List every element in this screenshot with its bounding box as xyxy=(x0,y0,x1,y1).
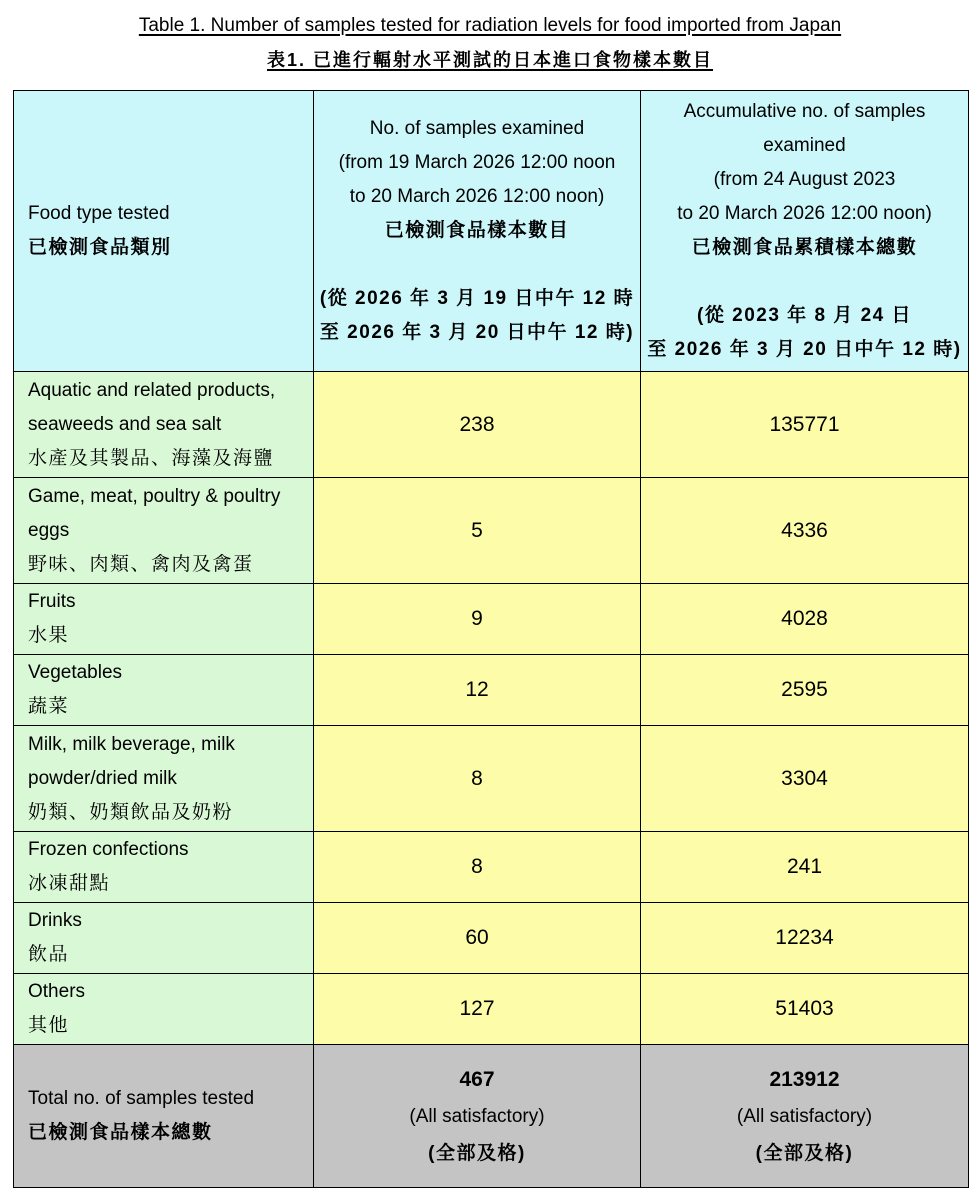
title-chinese: 表1. 已進行輻射水平測試的日本進口食物樣本數目 xyxy=(266,50,713,70)
header-row xyxy=(14,91,969,372)
table-row xyxy=(14,655,969,726)
accumulative-count-cell: 4028 xyxy=(641,584,969,655)
accumulative-count-cell: 135771 xyxy=(641,372,969,478)
period-count-cell: 5 xyxy=(314,478,641,584)
food-type-cell: Fruits 水果 xyxy=(14,584,314,655)
period-count-cell: 238 xyxy=(314,372,641,478)
title-english: Table 1. Number of samples tested for radiation levels for food imported from Japan xyxy=(138,15,842,36)
period-count-cell: 12 xyxy=(314,655,641,726)
accumulative-count-cell: 241 xyxy=(641,832,969,903)
food-type-cell: Others 其他 xyxy=(14,974,314,1045)
header-accumulative-samples: Accumulative no. of samples examined (from 24 August 2023 to 20 March 2026 12:00 noon) 已檢測食品累積樣本總數 (從 2023 年 8 月 24 日 至 2026 年 3 月 20 日中午 12 時) xyxy=(641,91,969,372)
table-row xyxy=(14,726,969,832)
period-count-cell: 9 xyxy=(314,584,641,655)
table-row xyxy=(14,372,969,478)
table-row xyxy=(14,974,969,1045)
period-count-cell: 127 xyxy=(314,974,641,1045)
header-period-samples: No. of samples examined (from 19 March 2026 12:00 noon to 20 March 2026 12:00 noon) 已檢測食品樣本數目 (從 2026 年 3 月 19 日中午 12 時 至 2026 年 3 月 20 日中午 12 時) xyxy=(314,91,641,372)
food-type-cell: Game, meat, poultry & poultry eggs 野味、肉類、禽肉及禽蛋 xyxy=(14,478,314,584)
table-body xyxy=(14,372,969,1045)
total-label: Total no. of samples tested 已檢測食品樣本總數 xyxy=(14,1045,314,1188)
accumulative-count-cell: 51403 xyxy=(641,974,969,1045)
table-row xyxy=(14,832,969,903)
accumulative-count-cell: 3304 xyxy=(641,726,969,832)
period-count-cell: 60 xyxy=(314,903,641,974)
food-type-cell: Aquatic and related products, seaweeds and sea salt 水產及其製品、海藻及海鹽 xyxy=(14,372,314,478)
table-row xyxy=(14,478,969,584)
table-row xyxy=(14,584,969,655)
table-row xyxy=(14,903,969,974)
samples-table xyxy=(13,90,969,1188)
total-accumulative: 213912 (All satisfactory) (全部及格) xyxy=(641,1045,969,1188)
total-period: 467 (All satisfactory) (全部及格) xyxy=(314,1045,641,1188)
food-type-cell: Milk, milk beverage, milk powder/dried milk 奶類、奶類飲品及奶粉 xyxy=(14,726,314,832)
accumulative-count-cell: 2595 xyxy=(641,655,969,726)
accumulative-count-cell: 4336 xyxy=(641,478,969,584)
total-row xyxy=(14,1045,969,1188)
food-type-cell: Frozen confections 冰凍甜點 xyxy=(14,832,314,903)
period-count-cell: 8 xyxy=(314,832,641,903)
food-type-cell: Vegetables 蔬菜 xyxy=(14,655,314,726)
food-type-cell: Drinks 飲品 xyxy=(14,903,314,974)
header-food-type: Food type tested 已檢測食品類別 xyxy=(14,91,314,372)
accumulative-count-cell: 12234 xyxy=(641,903,969,974)
period-count-cell: 8 xyxy=(314,726,641,832)
